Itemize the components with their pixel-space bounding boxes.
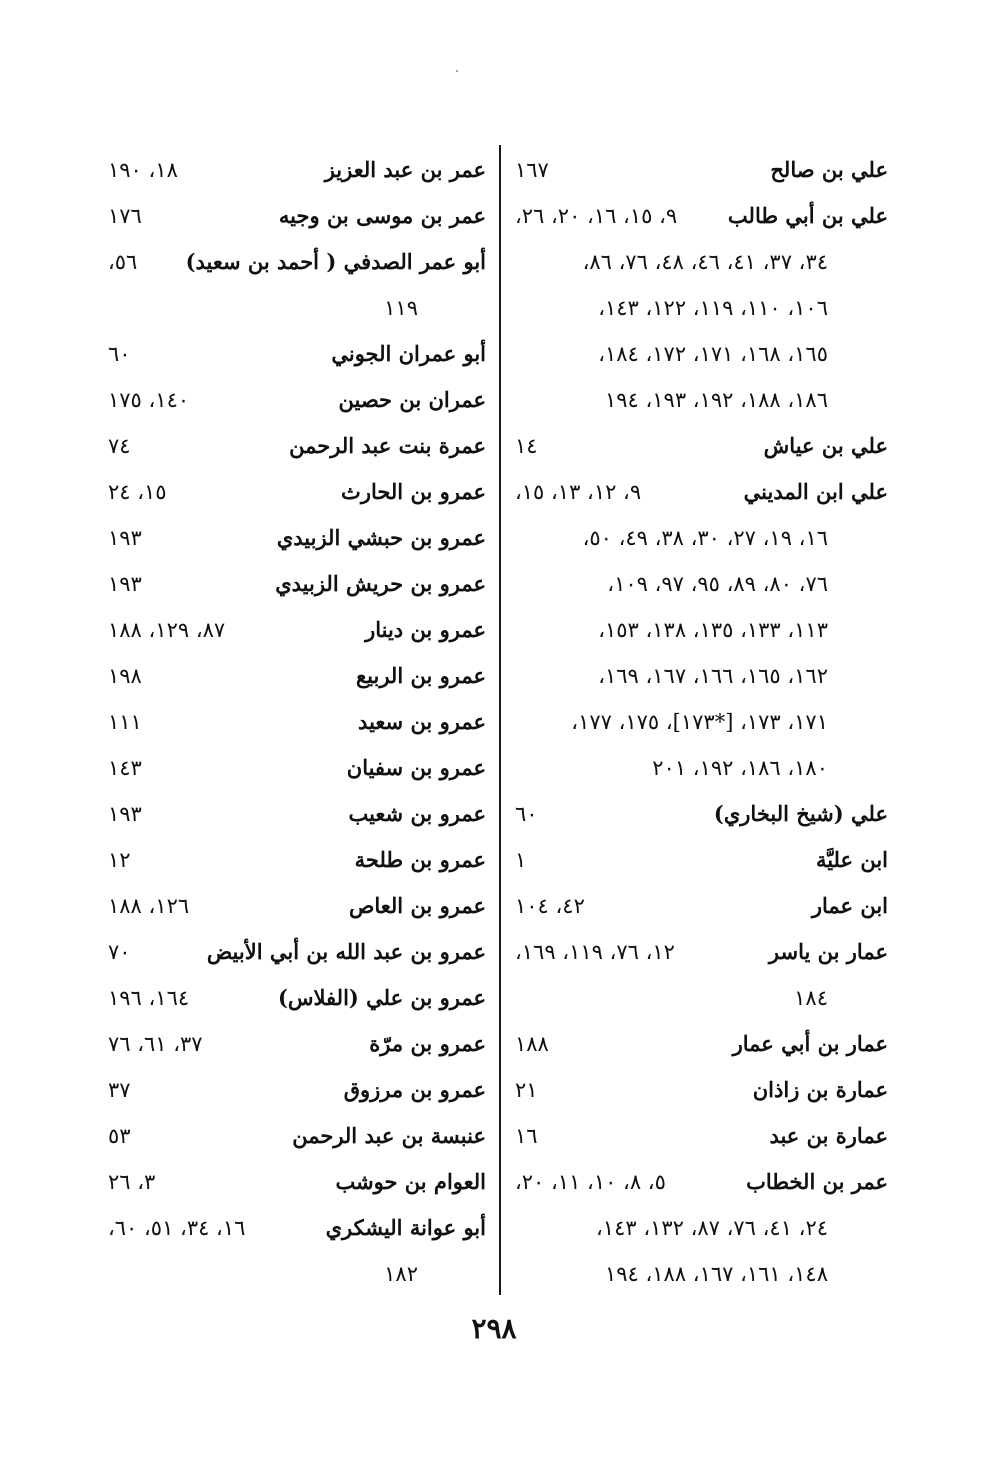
entry-continuation: ١٠٦، ١١٠، ١١٩، ١٢٢، ١٤٣، [598, 296, 828, 320]
entry-name: عمرو بن دينار [365, 617, 486, 642]
entry-pages: ١٦، ٣٤، ٥١، ٦٠، [108, 1216, 246, 1240]
entry-pages: ٦٠ [108, 342, 131, 366]
index-entry [108, 1116, 486, 1156]
index-entry [108, 426, 486, 466]
entry-name: عمرو بن سفيان [346, 755, 486, 780]
entry-pages: ٤٢، ١٠٤ [515, 894, 585, 918]
entry-name: علي ابن المديني [743, 479, 888, 504]
entry-name: عمران بن حصين [338, 387, 486, 412]
entry-name: علي بن عياش [763, 433, 888, 458]
entry-pages: ٥٦، [108, 250, 138, 274]
scan-speck [456, 70, 458, 72]
entry-name: عمارة بن عبد [769, 1123, 888, 1148]
index-entry [108, 242, 486, 282]
entry-continuation: ١١٣، ١٣٣، ١٣٥، ١٣٨، ١٥٣، [598, 618, 828, 642]
entry-name: عمر بن موسى بن وجيه [278, 203, 486, 228]
entry-name: عمرو بن مرّة [369, 1031, 486, 1056]
entry-continuation: ١١٩ [384, 296, 418, 320]
entry-pages: ١٦ [515, 1124, 538, 1148]
page-number: ٢٩٨ [471, 1312, 517, 1345]
entry-name: أبو عمران الجوني [331, 341, 486, 366]
index-entry [515, 886, 888, 926]
entry-name: عمر بن الخطاب [746, 1169, 888, 1194]
index-entry [108, 518, 486, 558]
entry-name: أبو عمر الصدفي ( أحمد بن سعيد) [185, 249, 486, 274]
index-entry [108, 840, 486, 880]
entry-name: عمار بن ياسر [768, 939, 888, 964]
entry-pages: ١٢، ٧٦، ١١٩، ١٦٩، [515, 940, 675, 964]
index-entry [108, 656, 486, 696]
entry-pages: ٩، ١٥، ١٦، ٢٠، ٢٦، [515, 204, 678, 228]
index-entry [515, 196, 888, 236]
entry-pages: ١ [515, 848, 527, 872]
index-entry [515, 932, 888, 972]
entry-continuation: ٧٦، ٨٠، ٨٩، ٩٥، ٩٧، ١٠٩، [607, 572, 828, 596]
index-entry [515, 426, 888, 466]
entry-name: علي بن صالح [770, 157, 888, 182]
entry-pages: ٧٤ [108, 434, 131, 458]
index-entry [108, 610, 486, 650]
entry-name: عمرة بنت عبد الرحمن [289, 433, 486, 458]
entry-pages: ١٢٦، ١٨٨ [108, 894, 190, 918]
index-entry [108, 150, 486, 190]
entry-pages: ١٩٨ [108, 664, 142, 688]
index-entry [515, 1162, 888, 1202]
entry-name: عمرو بن علي (الفلاس) [277, 985, 486, 1010]
index-entry [108, 1162, 486, 1202]
entry-continuation: ١٦٥، ١٦٨، ١٧١، ١٧٢، ١٨٤، [598, 342, 828, 366]
entry-pages: ٨٧، ١٢٩، ١٨٨ [108, 618, 226, 642]
entry-pages: ١٩٣ [108, 572, 142, 596]
entry-pages: ١٤٣ [108, 756, 142, 780]
entry-continuation: ١٦، ١٩، ٢٧، ٣٠، ٣٨، ٤٩، ٥٠، [582, 526, 828, 550]
entry-pages: ٣٧ [108, 1078, 131, 1102]
entry-name: علي بن أبي طالب [727, 203, 888, 228]
entry-pages: ١٨٨ [515, 1032, 549, 1056]
entry-pages: ١٩٣ [108, 526, 142, 550]
index-entry [108, 1070, 486, 1110]
index-entry [515, 150, 888, 190]
index-entry [108, 1024, 486, 1064]
entry-name: عمرو بن طلحة [354, 847, 486, 872]
index-entry [515, 794, 888, 834]
entry-name: عمار بن أبي عمار [732, 1031, 888, 1056]
index-entry [108, 978, 486, 1018]
entry-pages: ٥، ٨، ١٠، ١١، ٢٠، [515, 1170, 666, 1194]
entry-pages: ٢١ [515, 1078, 538, 1102]
entry-pages: ١٩٣ [108, 802, 142, 826]
entry-name: عمرو بن عبد الله بن أبي الأبيض [206, 939, 486, 964]
entry-continuation: ٣٤، ٣٧، ٤١، ٤٦، ٤٨، ٧٦، ٨٦، [582, 250, 828, 274]
entry-name: عنبسة بن عبد الرحمن [292, 1123, 486, 1148]
entry-pages: ١٧٦ [108, 204, 142, 228]
index-entry [108, 1208, 486, 1248]
entry-name: ابن عمار [811, 893, 888, 918]
entry-name: عمارة بن زاذان [752, 1077, 888, 1102]
entry-pages: ١٢ [108, 848, 131, 872]
entry-pages: ٧٠ [108, 940, 131, 964]
index-entry [108, 748, 486, 788]
entry-name: العوام بن حوشب [335, 1169, 486, 1194]
index-entry [108, 794, 486, 834]
entry-continuation: ١٨٠، ١٨٦، ١٩٢، ٢٠١ [652, 756, 828, 780]
entry-name: عمرو بن العاص [348, 893, 486, 918]
entry-pages: ٦٠ [515, 802, 538, 826]
entry-name: عمرو بن حريش الزبيدي [275, 571, 486, 596]
entry-continuation: ١٦٢، ١٦٥، ١٦٦، ١٦٧، ١٦٩، [598, 664, 828, 688]
index-entry [515, 1024, 888, 1064]
entry-name: أبو عوانة اليشكري [325, 1215, 486, 1240]
index-entry [108, 564, 486, 604]
entry-pages: ١٨، ١٩٠ [108, 158, 178, 182]
entry-pages: ١٤٠، ١٧٥ [108, 388, 190, 412]
entry-continuation: ١٨٢ [384, 1262, 418, 1286]
entry-pages: ٣، ٢٦ [108, 1170, 156, 1194]
entry-pages: ٣٧، ٦١، ٧٦ [108, 1032, 203, 1056]
entry-name: عمرو بن شعيب [348, 801, 486, 826]
entry-name: عمرو بن الحارث [341, 479, 486, 504]
entry-pages: ١٤ [515, 434, 538, 458]
entry-continuation: ٢٤، ٤١، ٧٦، ٨٧، ١٣٢، ١٤٣، [596, 1216, 828, 1240]
entry-continuation: ١٨٤ [794, 986, 828, 1010]
index-entry [108, 196, 486, 236]
entry-name: ابن عليَّة [815, 847, 888, 872]
index-entry [515, 1070, 888, 1110]
index-entry [108, 702, 486, 742]
index-entry [108, 932, 486, 972]
entry-pages: ٥٣ [108, 1124, 131, 1148]
entry-continuation: ١٤٨، ١٦١، ١٦٧، ١٨٨، ١٩٤ [604, 1262, 828, 1286]
index-entry [515, 472, 888, 512]
entry-name: عمرو بن سعيد [358, 709, 486, 734]
entry-pages: ١١١ [108, 710, 142, 734]
column-divider [499, 145, 501, 1295]
entry-pages: ١٦٧ [515, 158, 549, 182]
index-entry [108, 380, 486, 420]
entry-continuation: ١٧١، ١٧٣، [*١٧٣]، ١٧٥، ١٧٧، [571, 710, 828, 734]
entry-pages: ١٥، ٢٤ [108, 480, 167, 504]
index-entry [515, 1116, 888, 1156]
entry-name: عمرو بن مرزوق [343, 1077, 486, 1102]
entry-name: علي (شيخ البخاري) [713, 801, 888, 826]
entry-pages: ١٦٤، ١٩٦ [108, 986, 190, 1010]
entry-name: عمرو بن الربيع [355, 663, 486, 688]
entry-name: عمرو بن حبشي الزبيدي [276, 525, 486, 550]
index-entry [108, 334, 486, 374]
entry-name: عمر بن عبد العزيز [324, 157, 486, 182]
index-entry [515, 840, 888, 880]
index-entry [108, 472, 486, 512]
entry-continuation: ١٨٦، ١٨٨، ١٩٢، ١٩٣، ١٩٤ [604, 388, 828, 412]
entry-pages: ٩، ١٢، ١٣، ١٥، [515, 480, 642, 504]
index-entry [108, 886, 486, 926]
